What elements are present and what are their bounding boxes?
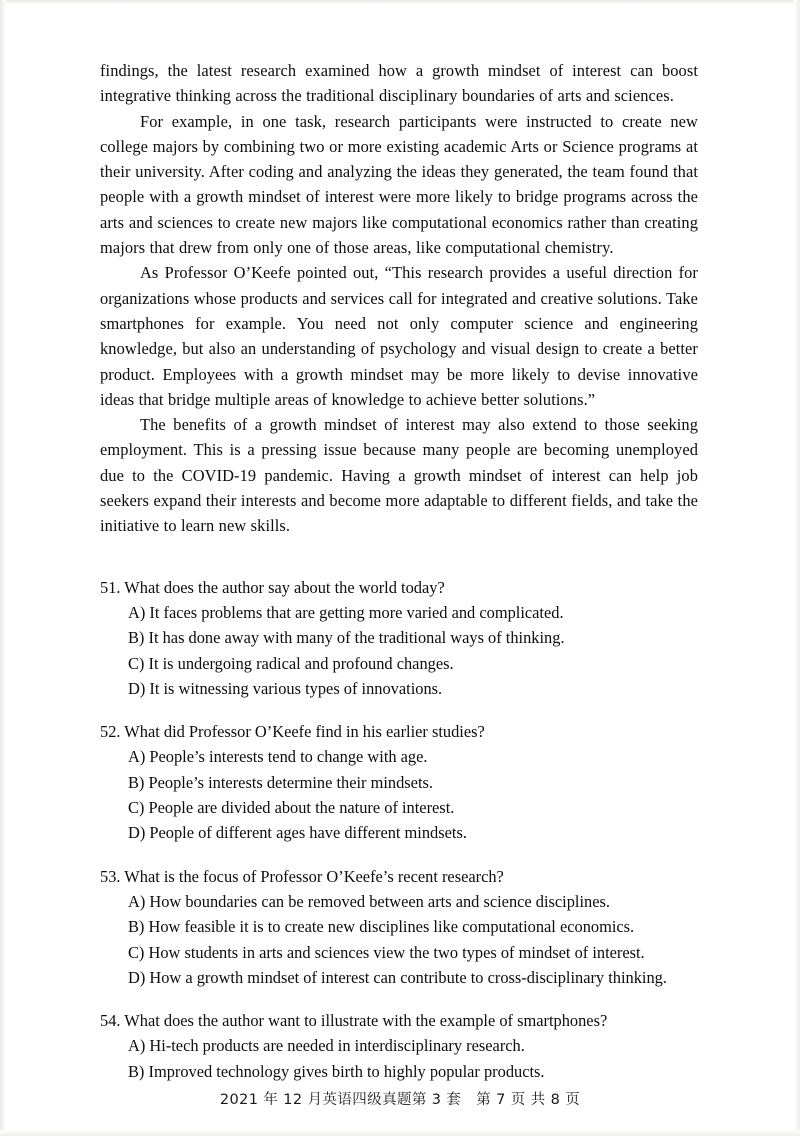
question-54-option-b[interactable]: B) Improved technology gives birth to highly popular products. xyxy=(128,1061,545,1081)
question-53-option-c[interactable]: C) How students in arts and sciences view the two types of mindset of interest. xyxy=(128,942,645,962)
question-51-option-d[interactable]: D) It is witnessing various types of innovations. xyxy=(128,678,443,698)
question-51-option-a[interactable]: A) It faces problems that are getting more varied and complicated. xyxy=(128,602,564,622)
scan-edge-top xyxy=(0,0,800,5)
page-footer: 2021 年 12 月英语四级真题第 3 套 第 7 页 共 8 页 xyxy=(219,1092,581,1108)
question-stem: 54. What does the author want to illustrate with the example of smartphones? xyxy=(100,1011,608,1031)
passage-paragraph-3: As Professor O’Keefe pointed out, “This research provides a useful direction for organizations whose products and services call for integrated and creative solutions. Take smartphones for example. You need not only computer science and engineering knowledge, but also an understanding of psychology and visual design to create a better product. Employees with a growth mindset may be more likely to devise innovative ideas that bridge multiple areas of knowledge to achieve better solutions.” xyxy=(100,263,698,409)
question-53-option-a[interactable]: A) How boundaries can be removed between arts and science disciplines. xyxy=(128,891,610,911)
scan-edge-left xyxy=(0,0,6,1136)
question-53 xyxy=(100,864,698,990)
question-51 xyxy=(100,575,698,701)
passage-paragraph-1: findings, the latest research examined how a growth mindset of interest can boost integrative thinking across the traditional disciplinary boundaries of arts and sciences. xyxy=(100,61,698,106)
question-stem: 52. What did Professor O’Keefe find in his earlier studies? xyxy=(100,722,485,742)
question-53-option-d[interactable]: D) How a growth mindset of interest can contribute to cross-disciplinary thinking. xyxy=(128,967,667,987)
question-52-option-d[interactable]: D) People of different ages have different mindsets. xyxy=(128,823,467,843)
scan-edge-right xyxy=(794,0,800,1136)
question-52-option-c[interactable]: C) People are divided about the nature of interest. xyxy=(128,798,455,818)
question-54-option-a[interactable]: A) Hi-tech products are needed in interdisciplinary research. xyxy=(128,1036,525,1056)
question-list xyxy=(100,575,698,1084)
passage-paragraph-2: For example, in one task, research participants were instructed to create new college majors by combining two or more existing academic Arts or Science programs at their university. After coding and analyzing the ideas they generated, the team found that people with a growth mindset of interest were more likely to bridge programs across the arts and sciences to create new majors like computational economics rather than creating majors that drew from only one of those areas, like computational chemistry. xyxy=(100,111,698,258)
scan-edge-bottom xyxy=(0,1130,800,1136)
question-stem: 53. What is the focus of Professor O’Keefe’s recent research? xyxy=(100,866,504,886)
question-52 xyxy=(100,719,698,845)
question-54 xyxy=(100,1008,698,1084)
question-51-option-c[interactable]: C) It is undergoing radical and profound changes. xyxy=(128,653,454,673)
page-content xyxy=(100,58,698,1102)
question-stem: 51. What does the author say about the world today? xyxy=(100,577,445,597)
question-52-option-b[interactable]: B) People’s interests determine their mindsets. xyxy=(128,772,433,792)
reading-passage xyxy=(100,58,698,539)
question-52-option-a[interactable]: A) People’s interests tend to change with age. xyxy=(128,747,428,767)
question-51-option-b[interactable]: B) It has done away with many of the traditional ways of thinking. xyxy=(128,628,565,648)
question-53-option-b[interactable]: B) How feasible it is to create new disciplines like computational economics. xyxy=(128,917,635,937)
passage-paragraph-4: The benefits of a growth mindset of interest may also extend to those seeking employment. This is a pressing issue because many people are becoming unemployed due to the COVID-19 pandemic. Having a growth mindset of interest can help job seekers expand their interests and become more adaptable to different fields, and take the initiative to learn new skills. xyxy=(100,415,698,536)
